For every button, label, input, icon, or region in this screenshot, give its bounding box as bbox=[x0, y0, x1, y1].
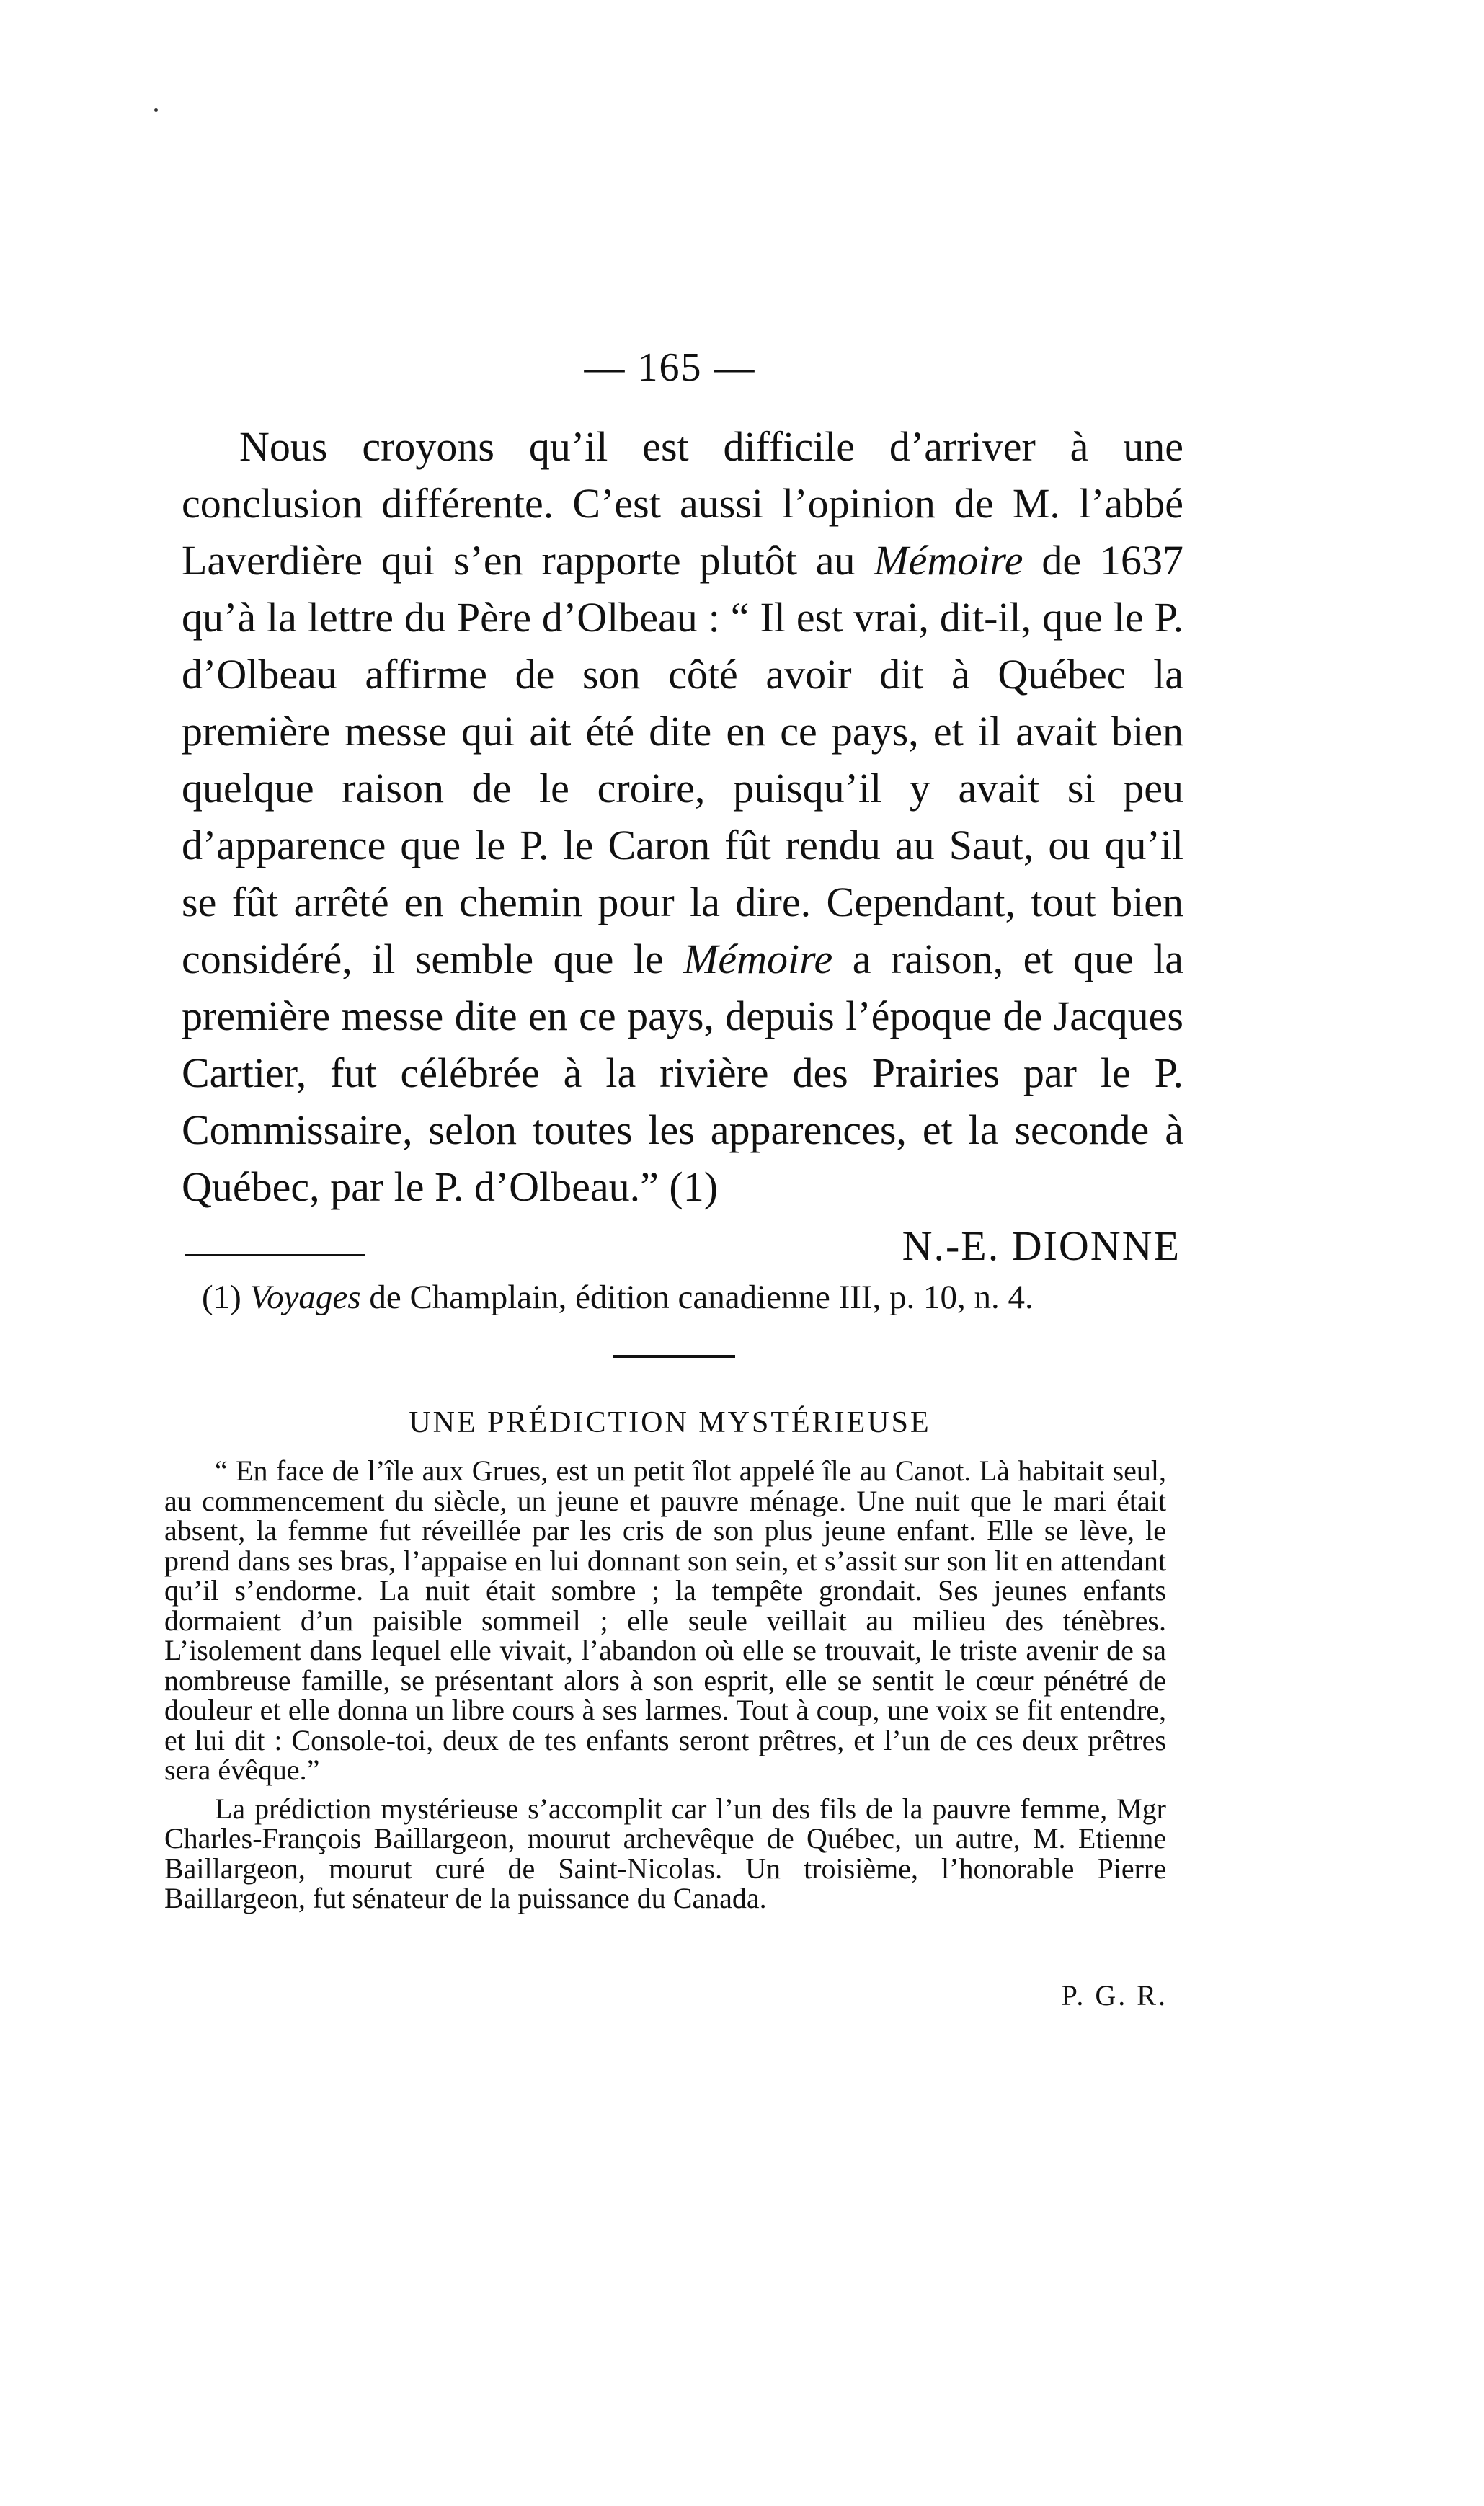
italic-memoire-2: Mémoire bbox=[683, 936, 833, 982]
footnote-italic: Voyages bbox=[249, 1279, 361, 1316]
anecdote-paragraph-2: La prédiction mystérieuse s’accomplit car l’un des fils de la pauvre femme, Mgr Charles-François Baillargeon, mourut archevêque de Québec, un autre, M. Etienne Baillargeon, mourut curé de Saint-Nicolas. Un troisième, l’honorable Pierre Baillargeon, fut sénateur de la puissance du Canada. bbox=[164, 1792, 1166, 1914]
footnote-text: de Champlain, édition canadienne III, p. 10, n. 4. bbox=[360, 1279, 1034, 1316]
article-body bbox=[182, 418, 1183, 1215]
article-paragraph bbox=[182, 418, 1183, 1215]
section-title: UNE PRÉDICTION MYSTÉRIEUSE bbox=[409, 1406, 931, 1439]
footnote bbox=[202, 1276, 1211, 1319]
footnote-marker: (1) bbox=[202, 1279, 250, 1316]
footnote-rule bbox=[185, 1254, 365, 1256]
anecdote-body bbox=[164, 1456, 1166, 1922]
page-number: — 165 — bbox=[584, 345, 756, 390]
author-initials: P. G. R. bbox=[1061, 1979, 1168, 2012]
paragraph-text-3: a raison, et que la première messe dite en ce pays, depuis l’époque de Jacques Cartier, fut célébrée à la rivière des Prairies par le P. Commissaire, selon toutes les apparences, et la seconde à Québec, par le P. d’Olbeau.” (1) bbox=[182, 936, 1183, 1210]
author-signature: N.-E. DIONNE bbox=[902, 1222, 1181, 1269]
paragraph-text-2: de 1637 qu’à la lettre du Père d’Olbeau : “ Il est vrai, dit-il, que le P. d’Olbeau affirme de son côté avoir dit à Québec la première messe qui ait été dite en ce pays, et il avait bien quelque raison de le croire, puisqu’il y avait si peu d’apparence que le P. le Caron fût rendu au Saut, ou qu’il se fût arrêté en chemin pour la dire. Cependant, tout bien considéré, il semble que le bbox=[182, 537, 1183, 982]
ink-speck bbox=[154, 108, 158, 112]
section-separator bbox=[613, 1355, 735, 1358]
italic-memoire-1: Mémoire bbox=[874, 537, 1023, 584]
paragraph-text-1: Nous croyons qu’il est difficile d’arriver à une conclusion différente. C’est aussi l’opinion de M. l’abbé Laverdière qui s’en rapporte plutôt au bbox=[182, 423, 1183, 584]
anecdote-paragraph-1: “ En face de l’île aux Grues, est un petit îlot appelé île au Canot. Là habitait seul, au commencement du siècle, un jeune et pauvre ménage. Une nuit que le mari était absent, la femme fut réveillée par les cris de son plus jeune enfant. Elle se lève, le prend dans ses bras, l’appaise en lui donnant son sein, et s’assit sur son lit en attendant qu’il s’endorme. La nuit était sombre ; la tempête grondait. Ses jeunes enfants dormaient d’un paisible sommeil ; elle seule veillait au milieu des ténèbres. L’isolement dans lequel elle vivait, l’abandon où elle se trouvait, le triste avenir de sa nombreuse famille, se présentant alors à son esprit, elle se sentit le cœur pénétré de douleur et elle donna un libre cours à ses larmes. Tout à coup, une voix se fit entendre, et lui dit : Console-toi, deux de tes enfants seront prêtres, et l’un de ces deux prêtres sera évêque.” bbox=[164, 1454, 1166, 1786]
